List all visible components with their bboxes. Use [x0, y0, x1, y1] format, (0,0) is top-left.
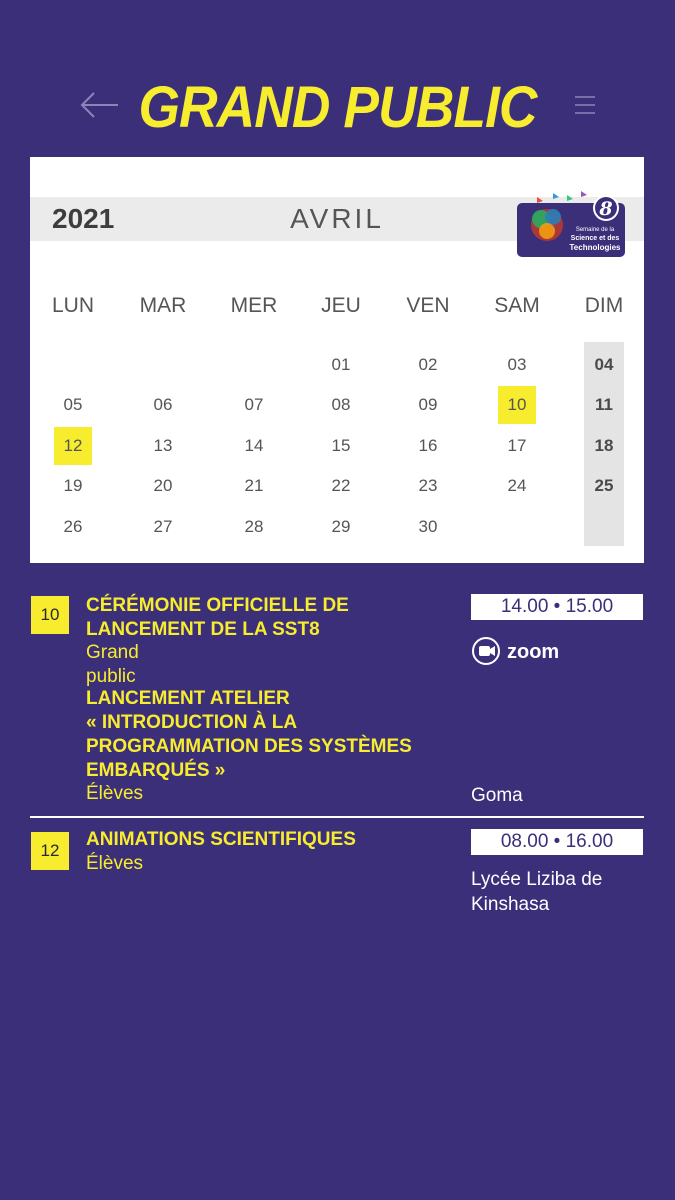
svg-text:Science et des: Science et des	[570, 235, 620, 242]
calendar-day[interactable]: 22	[331, 476, 351, 495]
calendar-day[interactable]: 14	[244, 436, 264, 455]
event-title[interactable]: LANCEMENT ATELIER « INTRODUCTION À LA PROGRAMMATION DES SYSTÈMES EMBARQUÉS »	[86, 688, 412, 781]
calendar-day[interactable]: 03	[507, 355, 527, 374]
calendar-day[interactable]: 05	[63, 395, 83, 414]
weekday-header: LUN	[51, 294, 94, 317]
calendar-day[interactable]: 04	[594, 355, 614, 374]
calendar-day[interactable]: 12	[63, 436, 83, 455]
calendar-day[interactable]: 15	[331, 436, 351, 455]
calendar-day[interactable]: 10	[507, 395, 527, 414]
calendar-day[interactable]: 30	[418, 517, 438, 536]
event-audience: Élèves	[86, 783, 144, 804]
calendar-day[interactable]: 27	[153, 517, 173, 536]
calendar-year: 2021	[52, 203, 115, 234]
svg-text:zoom: zoom	[507, 641, 560, 663]
event-audience: Élèves	[86, 853, 144, 874]
event-title[interactable]: CÉRÉMONIE OFFICIELLE DE LANCEMENT DE LA SST8	[86, 595, 349, 640]
svg-text:Semaine de la: Semaine de la	[575, 227, 615, 233]
calendar-day[interactable]: 21	[244, 476, 264, 495]
weekday-header: VEN	[406, 294, 450, 317]
calendar-card	[30, 157, 644, 563]
calendar-day[interactable]: 20	[153, 476, 173, 495]
weekday-header: MAR	[139, 294, 187, 317]
zoom-icon	[471, 635, 571, 667]
svg-text:8: 8	[599, 198, 613, 220]
calendar-day[interactable]: 19	[63, 476, 83, 495]
weekday-header: SAM	[494, 294, 540, 317]
hamburger-menu-icon	[572, 92, 598, 118]
event-title[interactable]: ANIMATIONS SCIENTIFIQUES	[86, 829, 356, 850]
calendar-day[interactable]: 13	[153, 436, 173, 455]
event-place: Goma	[471, 785, 523, 806]
calendar-day[interactable]: 06	[153, 395, 173, 414]
event-day-badge: 12	[31, 832, 69, 870]
event-place: Lycée Liziba de Kinshasa	[471, 869, 603, 915]
calendar-day[interactable]: 02	[418, 355, 438, 374]
event-audience: Grand public	[86, 642, 139, 687]
header	[0, 60, 675, 150]
menu-button[interactable]	[572, 92, 598, 118]
calendar-day[interactable]: 11	[595, 395, 613, 414]
calendar-day[interactable]: 09	[418, 395, 438, 414]
event-day-badge: 10	[31, 596, 69, 634]
page-title: GRAND PUBLIC	[138, 75, 537, 140]
calendar-day[interactable]: 16	[418, 436, 438, 455]
calendar-day[interactable]: 08	[331, 395, 351, 414]
sst8-logo	[517, 183, 627, 259]
svg-text:Technologies: Technologies	[569, 243, 621, 252]
calendar-day[interactable]: 17	[507, 436, 527, 455]
calendar-day[interactable]: 29	[331, 517, 351, 536]
event-time: 14.00 • 15.00	[471, 594, 643, 620]
calendar-day[interactable]: 24	[507, 476, 527, 495]
calendar-day[interactable]: 07	[244, 395, 264, 414]
event-divider	[30, 816, 644, 818]
calendar-day[interactable]: 28	[244, 517, 264, 536]
weekday-header: MER	[230, 294, 278, 317]
calendar-day[interactable]: 18	[594, 436, 614, 455]
calendar-day[interactable]: 25	[594, 476, 614, 495]
calendar-day[interactable]: 01	[331, 355, 351, 374]
calendar-month: AVRIL	[290, 203, 384, 234]
calendar-day[interactable]: 26	[63, 517, 83, 536]
zoom-logo[interactable]	[471, 635, 571, 667]
weekday-header: JEU	[321, 294, 361, 317]
event-time: 08.00 • 16.00	[471, 829, 643, 855]
weekday-header: DIM	[584, 294, 624, 317]
calendar-day[interactable]: 23	[418, 476, 438, 495]
